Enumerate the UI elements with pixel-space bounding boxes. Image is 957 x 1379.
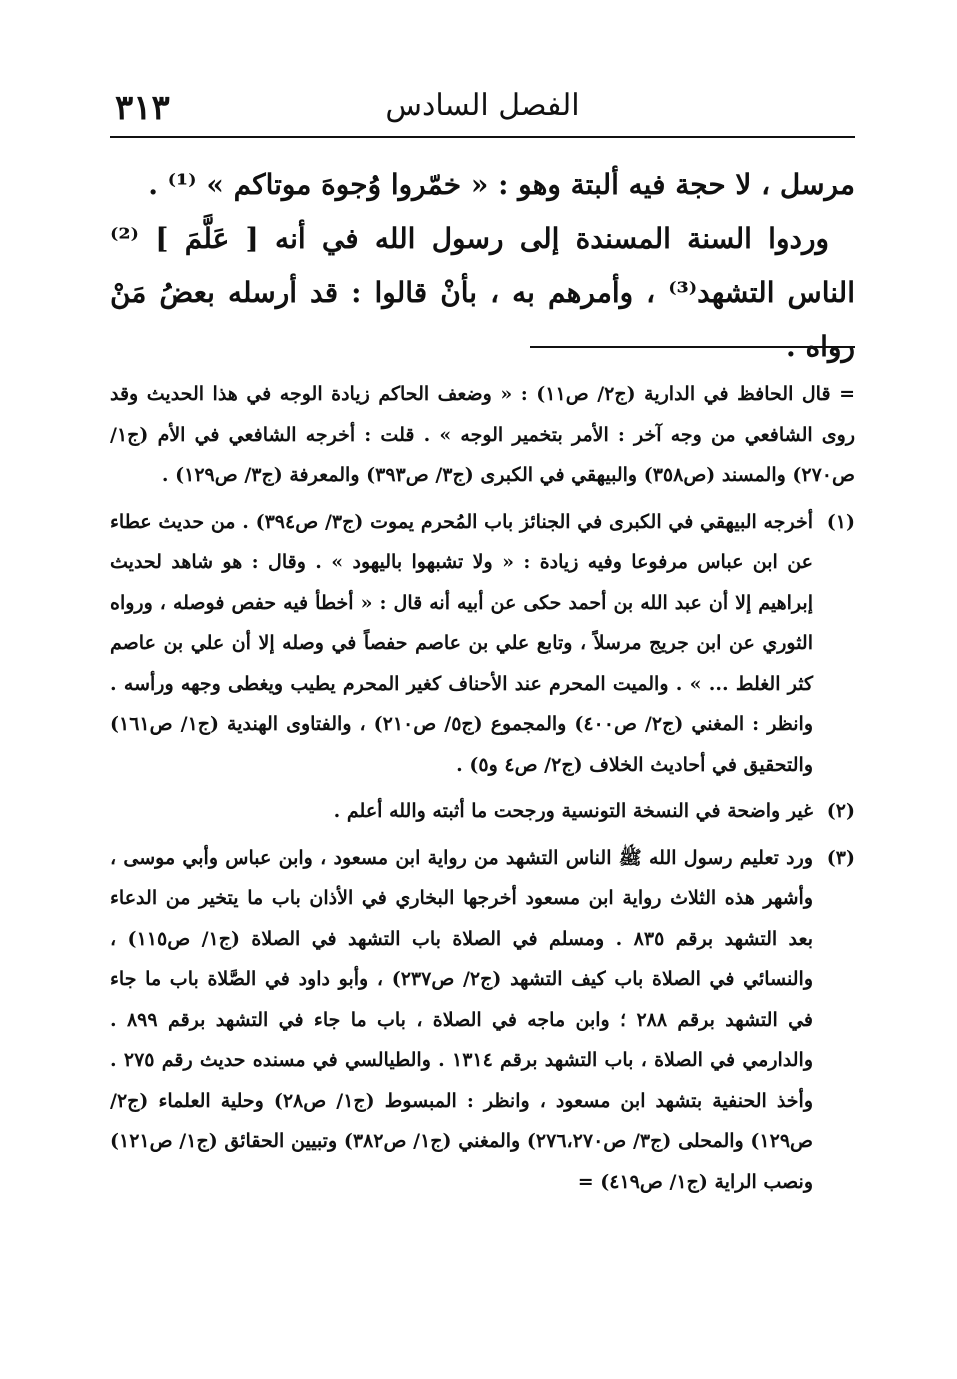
footnote-text: أخرجه البيهقي في الكبرى في الجنائز باب المُحرم يموت (ج٣/ ص٣٩٤) . من حديث عطاء عن ابن عباس مرفوعا وفيه زيادة : « ولا تشبهوا باليهود » . وقال : هو شاهد لحديث إبراهيم إلا أن عبد الله بن أحمد حكى عن أبيه أنه قال : « أخطأ فيه حفص فوصله ، ورواه الثوري عن ابن جريج مرسلاً ، وتابع علي بن عاصم حفصاً في وصله إلا أن علي بن عاصم كثر الغلط ... » . والميت المحرم عند الأحناف كغير المحرم يطيب ويغطى وجهه ورأسه . وانظر : المغني (ج٢/ ص٤٠٠) والمجموع (ج٥/ ص٢١٠) ، والفتاوى الهندية (ج١/ ص١٦١) والتحقيق في أحاديث الخلاف (ج٢/ ص٤ و٥) . — [110, 510, 814, 776]
page-header — [110, 82, 855, 138]
footnote-1 — [110, 502, 855, 786]
footnotes — [110, 374, 855, 1208]
footnote-text: ورد تعليم رسول الله ﷺ الناس التشهد من رواية ابن مسعود ، وابن عباس وأبي موسى ، وأشهر هذه الثلاث رواية ابن مسعود أخرجها البخاري في الأذان باب ما يتخير من الدعاء بعد التشهد برقم ٨٣٥ . ومسلم في الصلاة باب التشهد في الصلاة (ج١/ ص١١٥) ، والنسائي في الصلاة باب كيف التشهد (ج٢/ ص٢٣٧) ، وأبو داود في الصَّلاة باب ما جاء في التشهد برقم ٢٨٨ ؛ وابن ماجه في الصلاة ، باب ما جاء في التشهد برقم ٨٩٩ . والدارمي في الصلاة ، باب التشهد برقم ١٣١٤ . والطيالسي في مسنده حديث رقم ٢٧٥ . وأخذ الحنفية بتشهد ابن مسعود ، وانظر : المبسوط (ج١/ ص٢٨) وحلية العلماء (ج٢/ ص١٢٩) والمحلى (ج٣/ ص٢٧٦،٢٧٠) والمغني (ج١/ ص٣٨٢) وتبيين الحقائق (ج١/ ص١٢١) ونصب الراية (ج١/ ص٤١٩) = — [110, 846, 814, 1193]
footnote-separator — [530, 346, 855, 348]
main-paragraph: وردوا السنة المسندة إلى رسول الله في أنه [ عَلَّمَ ] ⁽²⁾ الناس التشهد⁽³⁾ ، وأمرهم به ، بأنْ قالوا : قد أرسله بعضُ مَنْ رواه . — [110, 222, 855, 363]
footnote-text: غير واضحة في النسخة التونسية ورجحت ما أثبته والله أعلم . — [333, 800, 813, 822]
main-paragraph: مرسل ، لا حجة فيه ألبتة وهو : « خمّروا وُجوهَ موتاكم » ⁽¹⁾ . — [148, 168, 855, 201]
footnote-2 — [110, 791, 855, 832]
footnote-number: (٢) — [826, 800, 855, 822]
footnote-number: (١) — [826, 510, 855, 533]
footnote-3 — [110, 838, 855, 1203]
footnote-number: (٣) — [826, 846, 855, 869]
footnote-continuation — [110, 374, 855, 496]
main-text — [110, 158, 855, 374]
chapter-title: الفصل السادس — [385, 88, 580, 123]
page-number: ٣١٣ — [115, 88, 170, 128]
footnote-text: = قال الحافظ في الدارية (ج٢/ ص١١) : « وضعف الحاكم زيادة الوجه في هذا الحديث وقد روى الشافعي من وجه آخر : الأمر بتخمير الوجه » . قلت : أخرجه الشافعي في الأم (ج١/ ص٢٧٠) والمسند (ص٣٥٨) والبيهقي في الكبرى (ج٣/ ص٣٩٣) والمعرفة (ج٣/ ص١٢٩) . — [110, 383, 855, 486]
